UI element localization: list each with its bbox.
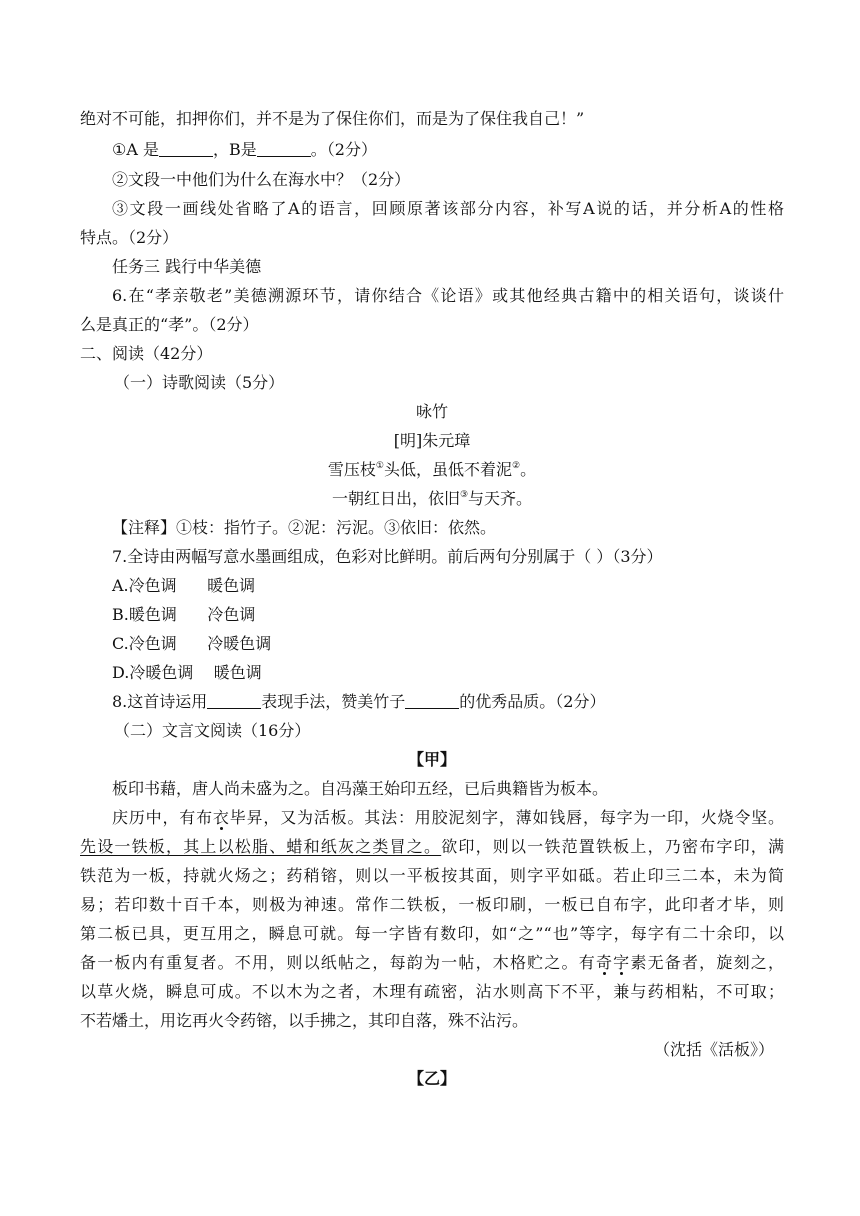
passage-source: （沈括《活板》） — [653, 1040, 774, 1059]
p3-part2: 欲印，则以一铁范置铁板上，乃密布字印，满 — [441, 837, 784, 856]
passage-p4: 铁范为一板，持就火炀之；药稍镕，则以一平板按其面，则字平如砥。若止印三二本，未为简 — [80, 866, 784, 885]
classical-heading: （二）文言文阅读（16分） — [114, 721, 311, 740]
q8-part2: 表现手法，赞美竹子 — [261, 692, 406, 711]
poetry-heading: （一）诗歌阅读（5分） — [114, 373, 285, 392]
section-2-heading: 二、阅读（42分） — [80, 344, 213, 363]
prev-passage-end: 绝对不可能，扣押你们，并不是为了保住你们，而是为了保住我自己！” — [80, 109, 585, 128]
p7-part2: 素无备者，旋刻之， — [630, 953, 784, 972]
answer-blank-b[interactable] — [257, 140, 311, 157]
passage-p8: 以草火烧，瞬息可成。不以木为之者，木理有疏密，沾水则高下不平，兼与药相粘，不可取； — [80, 982, 784, 1001]
poem-line-2-part1: 一朝红日出，依旧 — [331, 489, 460, 508]
question-3-line1: ③文段一画线处省略了A的语言，回顾原著该部分内容，补写A说的话，并分析A的性格 — [112, 199, 784, 218]
q8-part3: 的优秀品质。（2分） — [459, 692, 606, 711]
option-d[interactable]: D.冷暖色调 暖色调 — [112, 663, 262, 682]
passage-p2 — [112, 807, 784, 829]
poem-line-2 — [80, 488, 784, 510]
question-2: ②文段一中他们为什么在海水中？（2分） — [112, 170, 411, 189]
underlined-sentence: 先设一铁板，其上以松脂、蜡和纸灰之类冒之。 — [80, 837, 442, 856]
question-6-line1: 6.在“孝亲敬老”美德溯源环节，请你结合《论语》或其他经典古籍中的相关语句，谈谈什 — [112, 286, 784, 305]
p2-part1: 庆历中，有布 — [112, 808, 213, 827]
question-6-line2: 么是真正的“孝”。（2分） — [80, 315, 259, 334]
answer-blank-a[interactable] — [159, 140, 213, 157]
p7-part1: 备一板内有重复者。不用，则以纸帖之，每韵为一帖，木格贮之。有 — [80, 953, 596, 972]
passage-jia-label: 【甲】 — [407, 750, 456, 769]
option-a[interactable]: A.冷色调 暖色调 — [112, 576, 256, 595]
passage-p6: 第二板已具，更互用之，瞬息可就。每一字皆有数印，如“之”“也”等字，每字有二十余印，以 — [80, 924, 784, 943]
poem-line-1-part1: 雪压枝 — [327, 460, 376, 479]
passage-p7 — [80, 952, 784, 974]
emphasis-char-zi: 字 — [613, 953, 631, 972]
passage-p3 — [80, 836, 784, 858]
footnote-mark-3: ③ — [459, 490, 469, 500]
poem-notes: 【注释】①枝：指竹子。②泥：污泥。③依旧：依然。 — [112, 518, 497, 537]
p2-part2: 毕昇，又为活板。其法：用胶泥刻字，薄如钱唇，每字为一印，火烧令坚。 — [229, 808, 784, 827]
poem-line-2-part2: 与天齐。 — [468, 489, 533, 508]
poem-line-1-part2: 头低，虽低不着泥 — [383, 460, 512, 479]
task-3-heading: 任务三 践行中华美德 — [112, 257, 262, 276]
poem-title: 咏竹 — [415, 402, 448, 421]
q1-label-a: ①A 是 — [112, 140, 159, 159]
passage-p1: 板印书藉，唐人尚未盛为之。自冯藻王始印五经，已后典籍皆为板本。 — [112, 779, 609, 798]
answer-blank-quality[interactable] — [405, 692, 459, 709]
question-8 — [112, 691, 784, 713]
q8-part1: 8.这首诗运用 — [112, 692, 208, 711]
footnote-mark-1: ① — [375, 461, 384, 471]
poem-author: [明]朱元璋 — [393, 431, 471, 450]
answer-blank-technique[interactable] — [207, 692, 261, 709]
emphasis-char-yi: 衣 — [212, 808, 230, 827]
poem-line-1 — [80, 459, 784, 481]
q1-label-b: ，B是 — [213, 140, 257, 159]
emphasis-char-qi: 奇 — [595, 953, 614, 972]
q1-score: 。（2分） — [310, 140, 377, 159]
question-1 — [112, 139, 784, 161]
question-7: 7.全诗由两幅写意水墨画组成，色彩对比鲜明。前后两句分别属于（ ）（3分） — [112, 547, 663, 566]
passage-p5: 易；若印数十百千本，则极为神速。常作二铁板，一板印刷，一板已自布字，此印者才毕，则 — [80, 895, 784, 914]
poem-line-1-part3: 。 — [520, 460, 537, 479]
option-c[interactable]: C.冷色调 冷暖色调 — [112, 634, 272, 653]
footnote-mark-2: ② — [512, 461, 521, 471]
option-b[interactable]: B.暖色调 冷色调 — [112, 605, 256, 624]
passage-yi-label: 【乙】 — [407, 1069, 456, 1088]
passage-p9: 不若燔土，用讫再火令药镕，以手拂之，其印自落，殊不沾污。 — [80, 1011, 529, 1030]
question-3-line2: 特点。（2分） — [80, 228, 179, 247]
